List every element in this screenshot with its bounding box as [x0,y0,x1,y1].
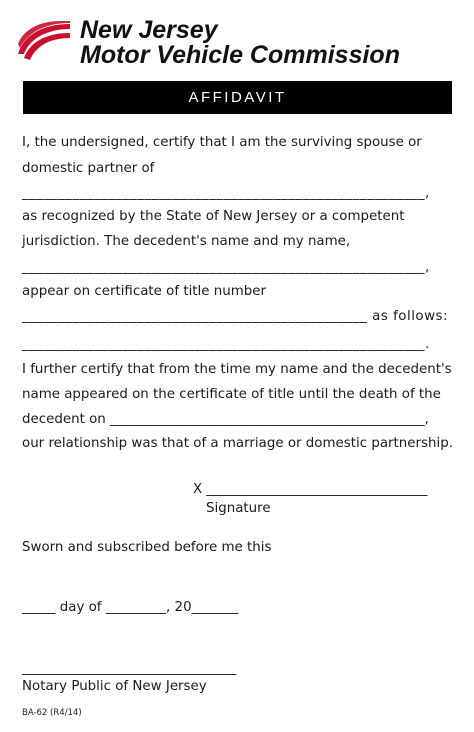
affidavit-banner: AFFIDAVIT [23,81,452,114]
body-text-line: appear on certificate of title number [22,284,267,299]
notary-label: Notary Public of New Jersey [22,679,207,694]
body-text-line: jurisdiction. The decedent's name and my name, [22,234,351,249]
org-name-line-2: Motor Vehicle Commission [80,41,400,69]
body-text-line: I, the undersigned, certify that I am the surviving spouse or [22,135,422,150]
decedent-name-blank: ________________________________________________________, [22,186,430,201]
nj-mvc-logo-icon [16,20,72,64]
organization-name [80,18,400,68]
org-name-line-1: New Jersey [80,16,218,44]
body-text-line: name appeared on the certificate of title until the death of the [22,387,441,402]
body-text-line: domestic partner of [22,161,155,176]
follows-blank: ________________________________________________________. [22,337,430,352]
names-blank: ________________________________________________________, [22,260,430,275]
body-text-line: I further certify that from the time my name and the decedent's [22,362,452,377]
signature-label: Signature [206,501,271,516]
sworn-text: Sworn and subscribed before me this [22,540,272,555]
title-number-blank: ________________________________________________ as follows: [22,309,449,324]
form-code: BA-62 (R4/14) [22,708,82,718]
body-text-line: our relationship was that of a marriage or domestic partnership. [22,436,453,451]
date-line: _____ day of _________, 20_______ [22,600,239,615]
notary-signature-line: ________________________________ [22,661,237,676]
body-text-line: as recognized by the State of New Jersey or a competent [22,209,405,224]
date-of-death-line: decedent on _______________________________________________, [22,412,429,427]
signature-line: X _________________________________ [193,482,428,497]
